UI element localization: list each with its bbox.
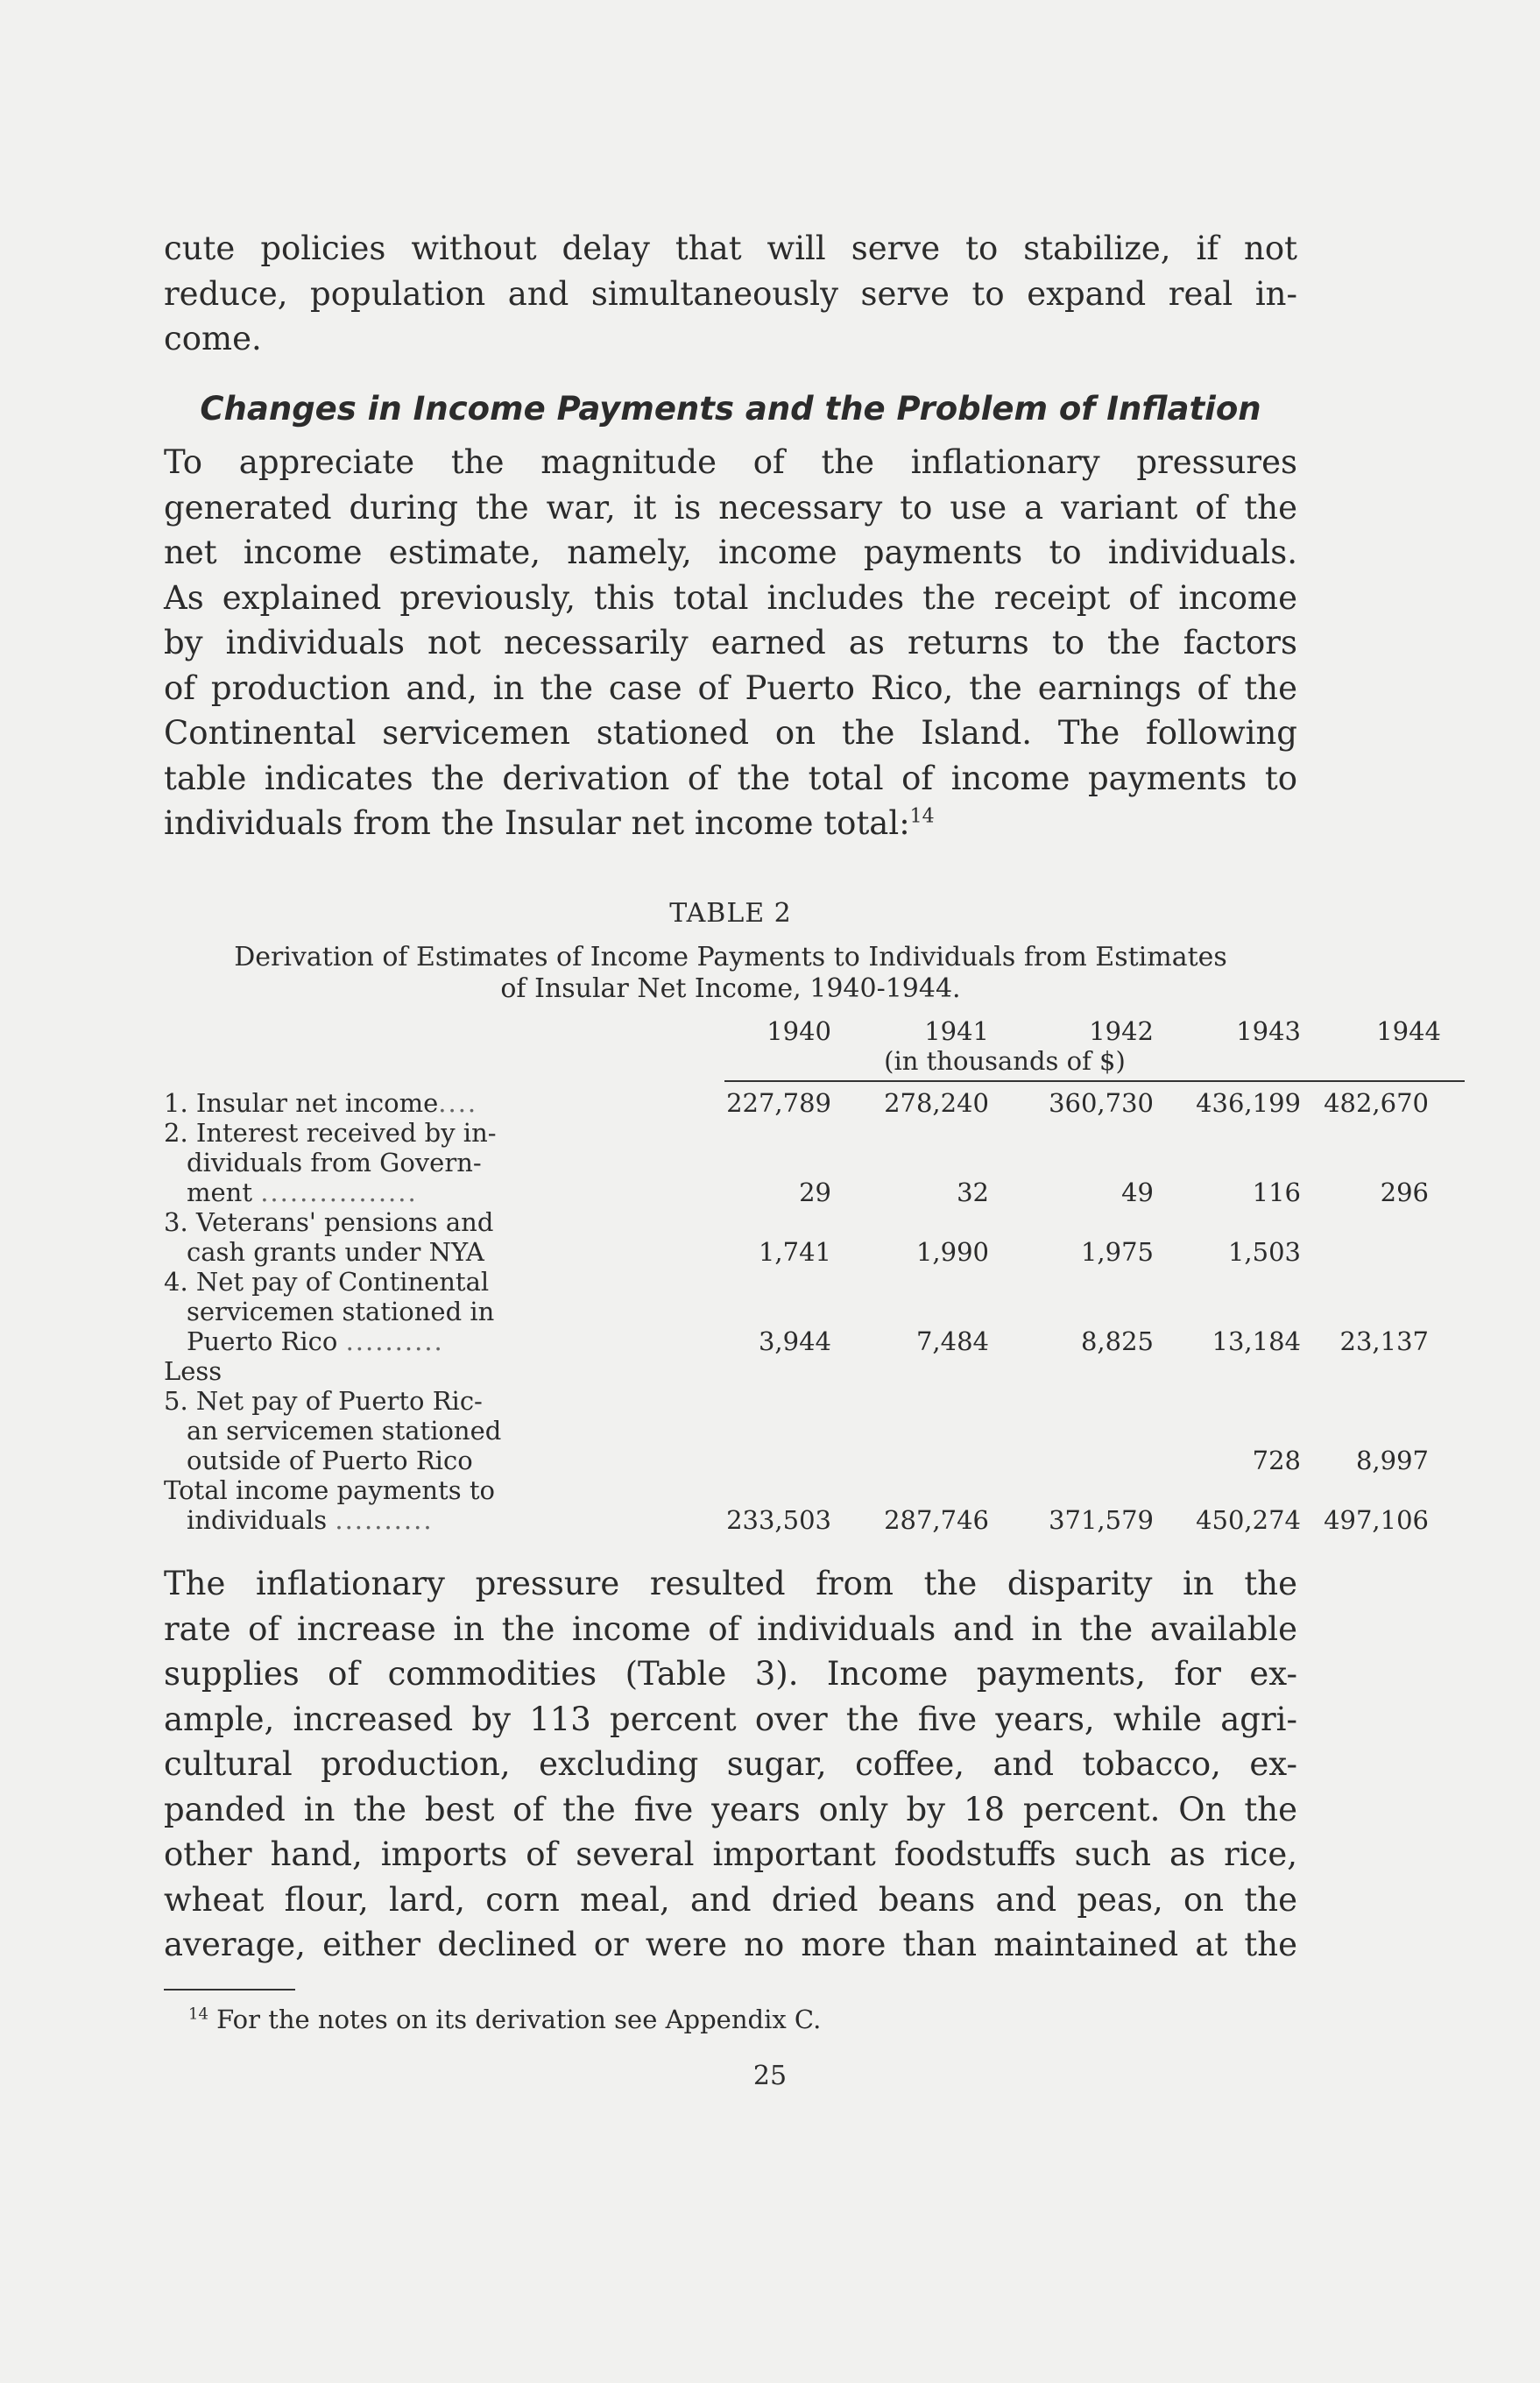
- text-line: net income estimate, namely, income payments to individuals.: [164, 534, 1297, 571]
- table-cell: 1,990: [915, 1237, 989, 1267]
- table-cell: 29: [799, 1177, 831, 1207]
- row-label: [164, 1475, 549, 1535]
- row-label: [164, 1386, 549, 1475]
- dot-leader: ..........: [335, 1505, 434, 1535]
- row-label-line: 3. Veterans' pensions and: [164, 1207, 494, 1237]
- row-label-line: individuals: [187, 1505, 328, 1535]
- dot-leader: ................: [260, 1177, 418, 1207]
- row-label-line: an servicemen stationed: [187, 1416, 502, 1446]
- table-cell: 450,274: [1196, 1505, 1301, 1535]
- text-line-content: individuals from the Insular net income total:: [164, 804, 910, 842]
- table-cell: 497,106: [1324, 1505, 1429, 1535]
- table-cell: 1,503: [1227, 1237, 1301, 1267]
- column-header-1944: 1944: [1376, 1016, 1441, 1046]
- table-cell: 7,484: [915, 1326, 989, 1356]
- row-label-line: 2. Interest received by in-: [164, 1118, 497, 1148]
- row-label-line: Total income payments to: [164, 1475, 495, 1505]
- table-cell: 482,670: [1324, 1088, 1429, 1118]
- text-line: To appreciate the magnitude of the inflationary pressures: [164, 443, 1297, 481]
- row-label-line: dividuals from Govern-: [187, 1148, 482, 1177]
- table-cell: 360,730: [1049, 1088, 1154, 1118]
- text-line: reduce, population and simultaneously serve to expand real in-: [164, 274, 1297, 313]
- row-label-line: 4. Net pay of Continental: [164, 1267, 490, 1297]
- table-cell: 436,199: [1196, 1088, 1301, 1118]
- table-cell: 8,825: [1080, 1326, 1154, 1356]
- row-label: [164, 1356, 549, 1386]
- text-line: of production and, in the case of Puerto Rico, the earnings of the: [164, 668, 1297, 707]
- text-line: panded in the best of the five years only by 18 percent. On the: [164, 1790, 1297, 1828]
- row-label: [164, 1267, 549, 1356]
- column-header-1942: 1942: [1089, 1016, 1154, 1046]
- table-cell: 278,240: [884, 1088, 989, 1118]
- column-header-1941: 1941: [924, 1016, 989, 1046]
- table-cell: 371,579: [1049, 1505, 1154, 1535]
- row-label: [164, 1118, 549, 1207]
- text-line: As explained previously, this total includes the receipt of income: [164, 578, 1297, 617]
- row-label-line: Puerto Rico: [187, 1326, 338, 1356]
- text-line: The inflationary pressure resulted from the disparity in the: [164, 1565, 1297, 1602]
- table-cell: 49: [1121, 1177, 1154, 1207]
- text-line: rate of increase in the income of individuals and in the available: [164, 1609, 1297, 1648]
- table-cell: 3,944: [758, 1326, 831, 1356]
- table-cell: 287,746: [884, 1505, 989, 1535]
- table-cell: 32: [957, 1177, 989, 1207]
- table-cell: 13,184: [1212, 1326, 1301, 1356]
- row-label-line: 1. Insular net income: [164, 1088, 439, 1118]
- text-line: generated during the war, it is necessary to use a variant of the: [164, 488, 1297, 527]
- table-cell: 116: [1252, 1177, 1301, 1207]
- text-line: wheat flour, lard, corn meal, and dried beans and peas, on the: [164, 1880, 1297, 1919]
- table-cell: 8,997: [1355, 1446, 1429, 1475]
- paragraph-inflation-analysis: [164, 1561, 1297, 1968]
- caption-line: Derivation of Estimates of Income Payments to Individuals from Estimates: [234, 942, 1227, 972]
- footnote-text: For the notes on its derivation see Appendix C.: [216, 2005, 822, 2034]
- text-line: other hand, imports of several important foodstuffs such as rice,: [164, 1835, 1297, 1873]
- intro-paragraph: [164, 226, 1297, 362]
- row-label-line: Less: [164, 1356, 223, 1386]
- table-cell: 227,789: [726, 1088, 831, 1118]
- caption-line: of Insular Net Income, 1940-1944.: [500, 973, 961, 1004]
- row-label: [164, 1088, 549, 1118]
- text-line: cultural production, excluding sugar, coffee, and tobacco, ex-: [164, 1745, 1297, 1783]
- footnote-divider: [164, 1989, 295, 1991]
- text-line: average, either declined or were no more than maintained at the: [164, 1926, 1297, 1963]
- table-caption: [164, 942, 1297, 1005]
- footnote: [188, 2005, 821, 2034]
- row-label-line: cash grants under NYA: [187, 1237, 484, 1267]
- footnote-marker: 14: [188, 2005, 208, 2024]
- text-line: come.: [164, 320, 262, 357]
- table-cell: 1,975: [1080, 1237, 1154, 1267]
- dot-leader: ....: [438, 1088, 478, 1118]
- page-number: 25: [752, 2061, 788, 2091]
- column-header-1940: 1940: [766, 1016, 831, 1046]
- text-line: cute policies without delay that will serve to stabilize, if not: [164, 230, 1297, 267]
- footnote-reference: 14: [909, 805, 935, 828]
- row-label-line: 5. Net pay of Puerto Ric-: [164, 1386, 483, 1416]
- row-label-line: ment: [187, 1177, 252, 1207]
- row-label-line: servicemen stationed in: [187, 1297, 495, 1326]
- row-label-line: outside of Puerto Rico: [187, 1446, 473, 1475]
- table-title: TABLE 2: [669, 898, 792, 929]
- table-cell: 1,741: [758, 1237, 831, 1267]
- table-cell: 233,503: [726, 1505, 831, 1535]
- text-line: Continental servicemen stationed on the Island. The following: [164, 714, 1297, 752]
- row-label: [164, 1207, 549, 1267]
- text-line: supplies of commodities (Table 3). Income payments, for ex-: [164, 1655, 1297, 1693]
- table-header-rule: [724, 1080, 1465, 1082]
- table-header-years: [164, 1016, 1441, 1046]
- table-cell: 296: [1380, 1177, 1429, 1207]
- table-cell: 23,137: [1339, 1326, 1429, 1356]
- paragraph-inflation-intro: [164, 440, 1297, 846]
- section-heading: Changes in Income Payments and the Problem of Inflation: [200, 390, 1261, 428]
- text-line: ample, increased by 113 percent over the five years, while agri-: [164, 1700, 1297, 1738]
- text-line: [164, 801, 1297, 846]
- dot-leader: ..........: [345, 1326, 444, 1356]
- table-units: (in thousands of $): [884, 1046, 1126, 1076]
- table-cell: 728: [1252, 1446, 1301, 1475]
- text-line: by individuals not necessarily earned as returns to the factors: [164, 624, 1297, 661]
- column-header-1943: 1943: [1236, 1016, 1301, 1046]
- text-line: table indicates the derivation of the total of income payments to: [164, 759, 1297, 797]
